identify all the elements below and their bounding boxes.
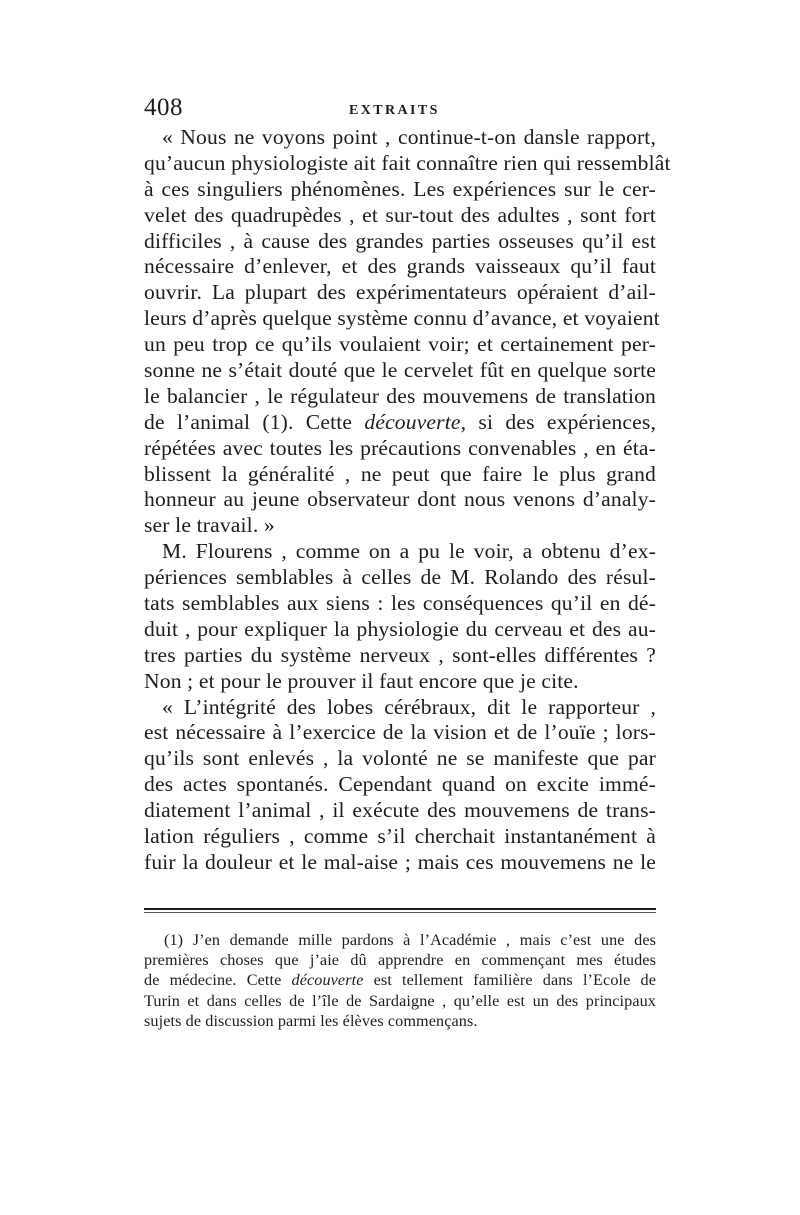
text-line: sonne ne s’était douté que le cervelet fût en quelque sorte: [144, 358, 656, 383]
footnote: [144, 930, 656, 1031]
footnote-rule: [144, 908, 656, 910]
text-line: duit , pour expliquer la physiologie du cerveau et des au-: [144, 616, 656, 641]
text-line: honneur au jeune observateur dont nous venons d’analy-: [144, 487, 656, 512]
text-line: leurs d’après quelque système connu d’avance, et voyaient: [144, 306, 660, 331]
text-segment: de médecine. Cette: [144, 971, 292, 990]
text-line: Non ; et pour le prouver il faut encore que je cite.: [144, 668, 579, 693]
text-line: qu’ils sont enlevés , la volonté ne se manifeste que par: [144, 746, 656, 771]
footnote-line: premières choses que j’aie dû apprendre en commençant mes études: [144, 951, 656, 970]
footnote-line: sujets de discussion parmi les élèves commençans.: [144, 1011, 478, 1030]
text-line: le balancier , le régulateur des mouvemens de translation: [144, 383, 656, 408]
text-segment: est tellement familière dans l’Ecole de: [363, 971, 656, 990]
text-line: fuir la douleur et le mal-aise ; mais ces mouvemens ne le: [144, 849, 656, 874]
text-line: difficiles , à cause des grandes parties osseuses qu’il est: [144, 228, 656, 253]
text-line: un peu trop ce qu’ils voulaient voir; et certainement per-: [144, 332, 656, 357]
page-header: [144, 94, 656, 122]
text-line: est nécessaire à l’exercice de la vision et de l’ouïe ; lors-: [144, 720, 656, 745]
body-text: [144, 125, 671, 876]
text-line: tres parties du système nerveux , sont-elles différentes ?: [144, 642, 656, 667]
text-segment: si des expériences,: [466, 409, 656, 434]
text-line: nécessaire d’enlever, et des grands vaisseaux qu’il faut: [144, 254, 656, 279]
text-line: périences semblables à celles de M. Rolando des résul-: [144, 565, 656, 590]
text-line: M. Flourens , comme on a pu le voir, a obtenu d’ex-: [162, 539, 656, 564]
text-line-with-italic: [144, 410, 656, 436]
text-line: qu’aucun physiologiste ait fait connaître rien qui ressemblât: [144, 150, 671, 175]
text-line: des actes spontanés. Cependant quand on excite immé-: [144, 772, 656, 797]
text-line: répétées avec toutes les précautions convenables , en éta-: [144, 435, 656, 460]
text-line: tats semblables aux siens : les conséquences qu’il en dé-: [144, 591, 656, 616]
text-line: « Nous ne voyons point , continue-t-on dansle rapport,: [162, 125, 656, 149]
text-line: velet des quadrupèdes , et sur-tout des adultes , sont fort: [144, 202, 656, 227]
italic-term: découverte: [291, 971, 364, 990]
text-segment: de l’animal (1). Cette: [144, 409, 365, 434]
text-line: ouvrir. La plupart des expérimentateurs opéraient d’ail-: [144, 280, 656, 305]
running-head: EXTRAITS: [349, 103, 440, 118]
footnote-line: Turin et dans celles de l’île de Sardaigne , qu’elle est un des principaux: [144, 991, 656, 1010]
text-line: à ces singuliers phénomènes. Les expériences sur le cer-: [144, 176, 656, 201]
text-line: ser le travail. »: [144, 513, 275, 538]
page-number: 408: [144, 94, 183, 121]
text-line: blissent la généralité , ne peut que faire le plus grand: [144, 461, 656, 486]
italic-term: découverte,: [364, 409, 467, 434]
footnote-rule-thin: [144, 912, 656, 913]
text-line: « L’intégrité des lobes cérébraux, dit le rapporteur ,: [162, 694, 656, 719]
text-line: diatement l’animal , il exécute des mouvemens de trans-: [144, 798, 656, 823]
footnote-line-with-italic: [144, 970, 656, 990]
footnote-line: (1) J’en demande mille pardons à l’Académie , mais c’est une des: [164, 931, 656, 949]
text-line: lation réguliers , comme s’il cherchait instantanément à: [144, 824, 656, 849]
